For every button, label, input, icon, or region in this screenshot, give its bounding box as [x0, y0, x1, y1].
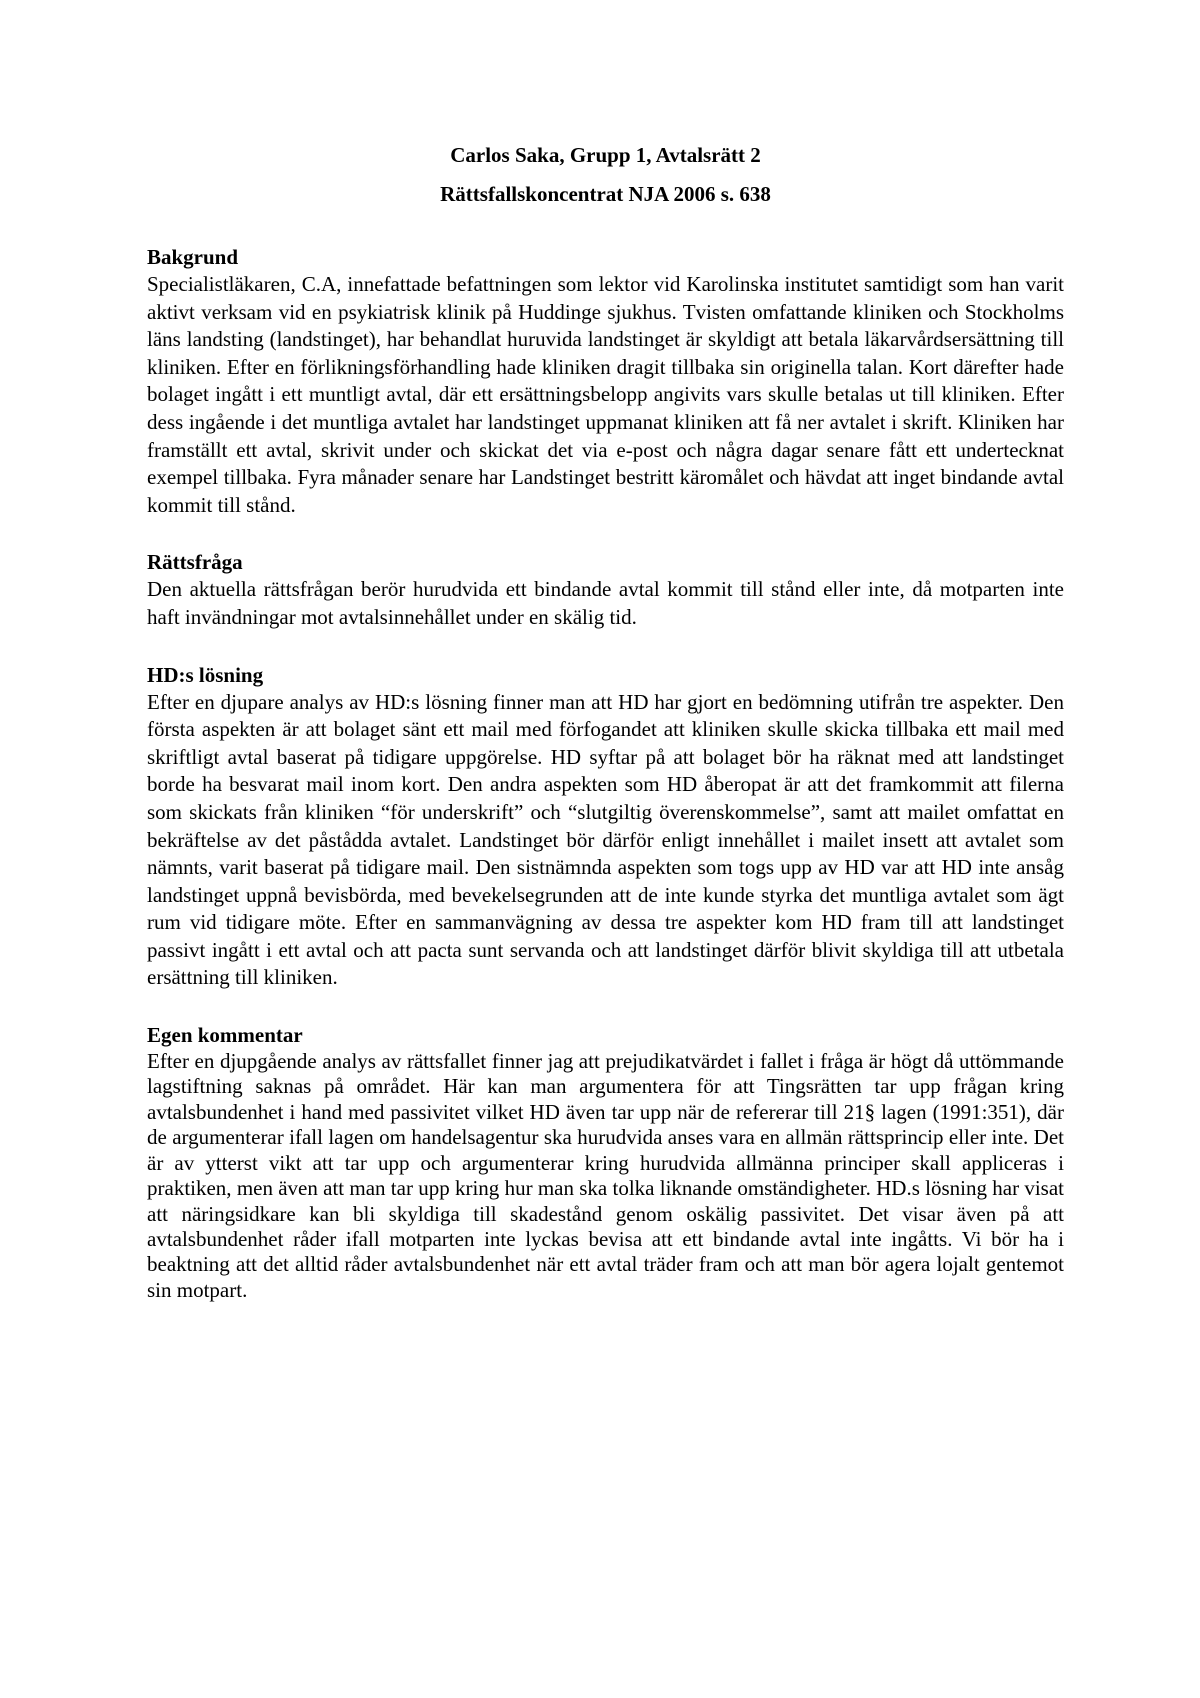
document-subtitle: Rättsfallskoncentrat NJA 2006 s. 638: [440, 182, 771, 206]
section-heading: Rättsfråga: [147, 550, 243, 575]
section-bakgrund: [147, 244, 1064, 519]
section-rattsfraga: [147, 549, 1064, 631]
section-paragraph: Efter en djupgående analys av rättsfallet finner jag att prejudikatvärdet i fallet i fråga är högt då uttömmande lagstiftning saknas på området. Här kan man argumentera för att Tingsrätten tar upp frågan kring avtalsbundenhet i hand med passivitet vilket HD även tar upp när de refererar till 21§ lagen (1991:351), där de argumenterar ifall lagen om handelsagentur ska hurudvida anses vara en allmän rättsprincip eller inte. Det är av ytterst vikt att tar upp och argumenterar kring hurudvida allmänna principer skall appliceras i praktiken, men även att man tar upp kring hur man ska tolka liknande omständigheter. HD.s lösning har visat att näringsidkare kan bli skyldiga till skadestånd genom oskälig passivitet. Det visar även på att avtalsbundenhet råder ifall motparten inte lyckas bevisa att ett bindande avtal inte ingåtts. Vi bör ha i beaktning att det alltid råder avtalsbundenhet när ett avtal träder fram och att man bör agera lojalt gentemot sin motpart.: [147, 1049, 1064, 1302]
section-heading: Egen kommentar: [147, 1023, 303, 1048]
document-title: Carlos Saka, Grupp 1, Avtalsrätt 2: [450, 143, 761, 167]
section-heading: HD:s lösning: [147, 662, 264, 687]
section-paragraph: Efter en djupare analys av HD:s lösning finner man att HD har gjort en bedömning utifrån tre aspekter. Den första aspekten är att bolaget sänt ett mail med förfogandet att kliniken skulle skicka tillbaka ett mail med skriftligt avtal baserat på tidigare uppgörelse. HD syftar på att bolaget bör ha räknat med att landstinget borde ha besvarat mail inom kort. Den andra aspekten som HD åberopat är att det framkommit att filerna som skickats från kliniken “för underskrift” och “slutgiltig överenskommelse”, samt att mailet omfattat en bekräftelse av det påstådda avtalet. Landstinget bör därför enligt innehållet i mailet insett att avtalet som nämnts, varit baserat på tidigare mail. Den sistnämnda aspekten som togs upp av HD var att HD inte ansåg landstinget uppnå bevisbörda, med bevekelsegrunden att de inte kunde styrka det muntliga avtalet som ägt rum vid tidigare möte. Efter en sammanvägning av dessa tre aspekter kom HD fram till att landstinget passivt ingått i ett avtal och att pacta sunt servanda och att landstinget därför blivit skyldiga till att utbetala ersättning till kliniken.: [147, 689, 1064, 990]
document-page: [147, 142, 1064, 1303]
section-paragraph: Specialistläkaren, C.A, innefattade befattningen som lektor vid Karolinska institutet samtidigt som han varit aktivt verksam vid en psykiatrisk klinik på Huddinge sjukhus. Tvisten omfattande kliniken och Stockholms läns landsting (landstinget), har behandlat huruvida landstinget är skyldigt att betala läkarvårdsersättning till kliniken. Efter en förlikningsförhandling hade kliniken dragit tillbaka sin originella talan. Kort därefter hade bolaget ingått i ett muntligt avtal, där ett ersättningsbelopp angivits vars skulle betalas ut till kliniken. Efter dess ingående i det muntliga avtalet har landstinget uppmanat kliniken att få ner avtalet i skrift. Kliniken har framställt ett avtal, skrivit under och skickat det via e-post och några dagar senare fått ett undertecknat exempel tillbaka. Fyra månader senare har Landstinget bestritt käromålet och hävdat att inget bindande avtal kommit till stånd.: [147, 272, 1064, 517]
section-paragraph: Den aktuella rättsfrågan berör hurudvida ett bindande avtal kommit till stånd eller inte, då motparten inte haft invändningar mot avtalsinnehållet under en skälig tid.: [147, 577, 1064, 629]
section-heading: Bakgrund: [147, 245, 239, 269]
section-hd-losning: [147, 662, 1064, 993]
section-egen-kommentar: [147, 1022, 1064, 1303]
